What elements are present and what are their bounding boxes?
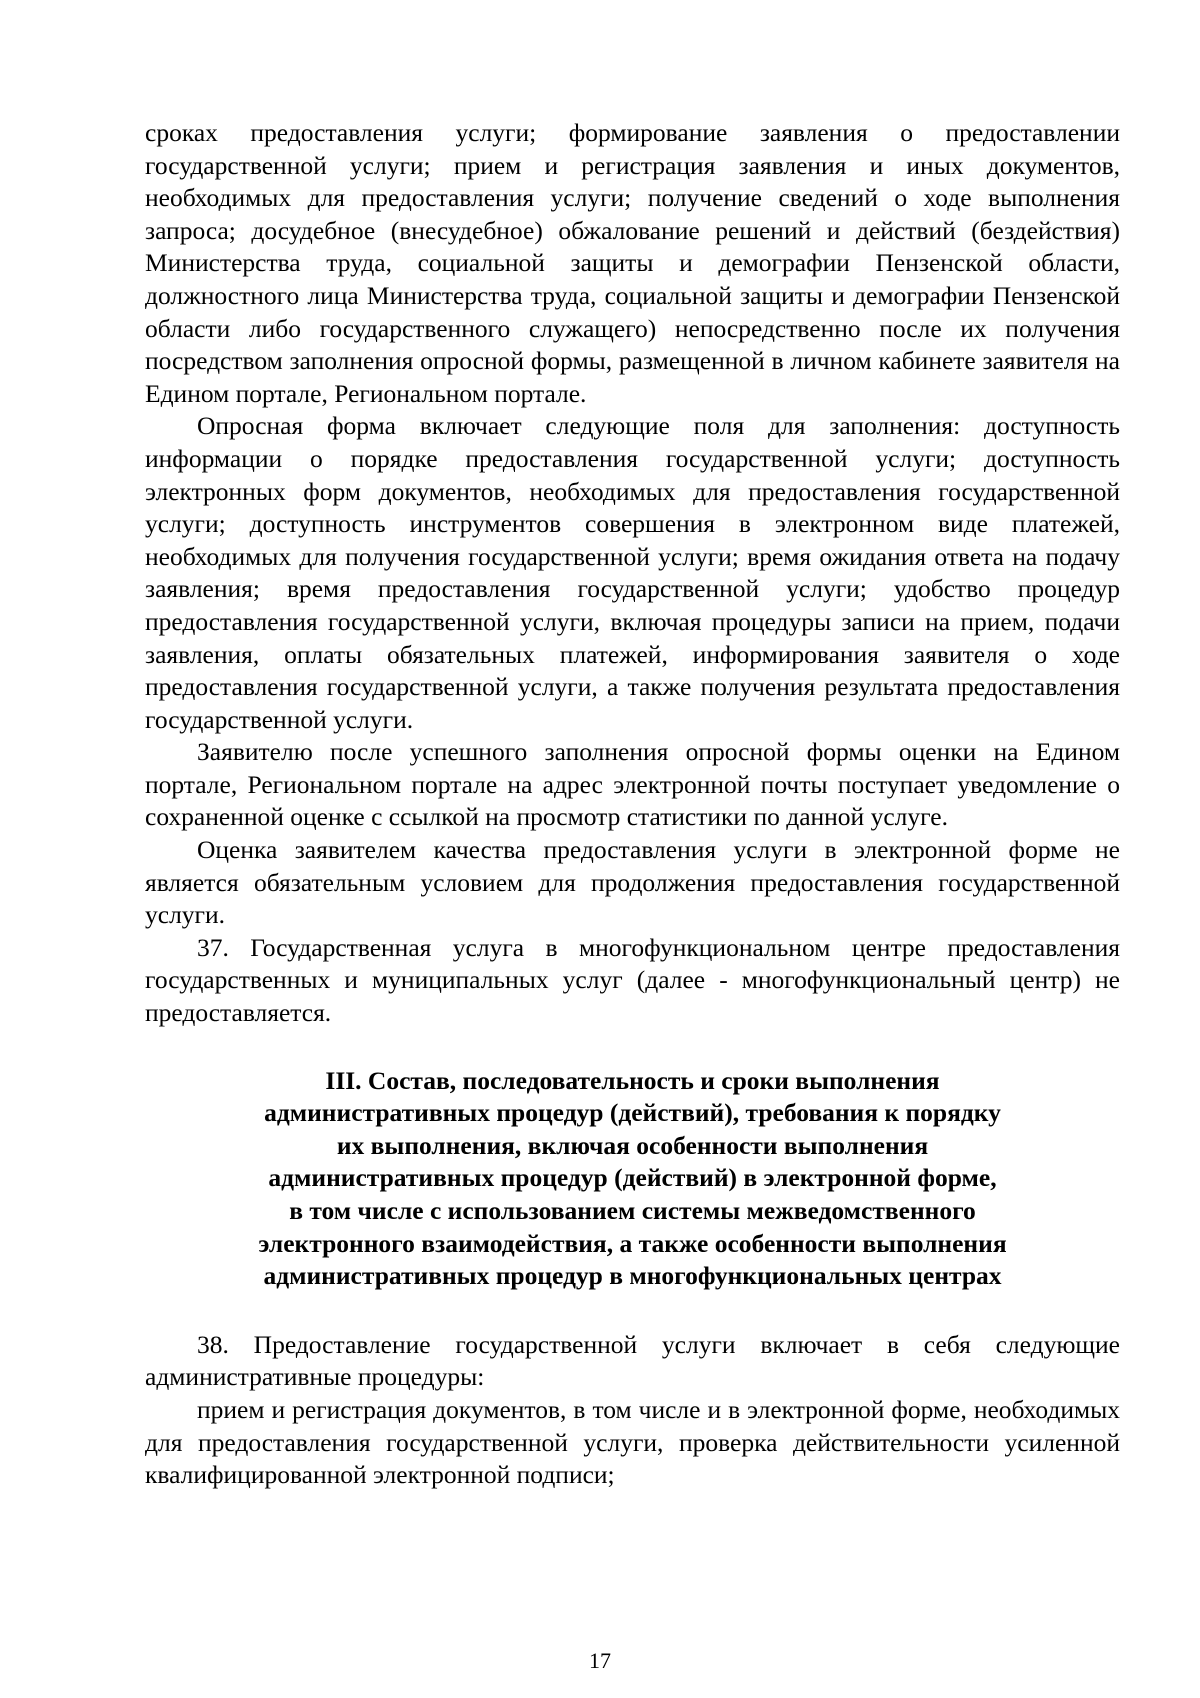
paragraph-item-37: 37. Государственная услуга в многофункциональном центре предоставления государственных и муниципальных услуг (далее - многофункциональный центр) не предоставляется.: [145, 932, 1120, 1028]
section-heading-line: их выполнения, включая особенности выполнения: [336, 1130, 929, 1160]
paragraph-procedure-reception: прием и регистрация документов, в том числе и в электронной форме, необходимых для предоставления государственной услуги, проверка действительности усиленной квалифицированной электронной подписи;: [145, 1394, 1120, 1490]
paragraph-notification-after-rating: Заявителю после успешного заполнения опросной формы оценки на Едином портале, Региональном портале на адрес электронной почты поступает уведомление о сохраненной оценке с ссылкой на просмотр статистики по данной услуге.: [145, 737, 1120, 832]
section-heading-line: III. Состав, последовательность и сроки выполнения: [325, 1065, 940, 1095]
page-number: 17: [589, 1648, 611, 1673]
paragraph-rating-not-mandatory: Оценка заявителем качества предоставления услуги в электронной форме не является обязательным условием для продолжения предоставления государственной услуги.: [145, 835, 1120, 930]
section-heading-line: административных процедур (действий) в электронной форме,: [268, 1163, 997, 1193]
section-heading-line: административных процедур в многофункциональных центрах: [263, 1261, 1002, 1291]
section-heading-line: электронного взаимодействия, а также особенности выполнения: [258, 1228, 1007, 1258]
document-page-body: [145, 117, 1120, 1492]
paragraph-item-38: 38. Предоставление государственной услуги включает в себя следующие административные процедуры:: [145, 1329, 1120, 1392]
paragraph-feedback-continuation: сроках предоставления услуги; формирование заявления о предоставлении государственной услуги; прием и регистрация заявления и иных документов, необходимых для предоставления услуги; получение сведений о ходе выполнения запроса; досудебное (внесудебное) обжалование решений и действий (бездействия) Министерства труда, социальной защиты и демографии Пензенской области, должностного лица Министерства труда, социальной защиты и демографии Пензенской области либо государственного служащего) непосредственно после их получения посредством заполнения опросной формы, размещенной в личном кабинете заявителя на Едином портале, Региональном портале.: [145, 118, 1120, 408]
section-heading-line: административных процедур (действий), требования к порядку: [264, 1098, 1001, 1128]
paragraph-survey-form-fields: Опросная форма включает следующие поля для заполнения: доступность информации о порядке предоставления государственной услуги; доступность электронных форм документов, необходимых для предоставления государственной услуги; доступность инструментов совершения в электронном виде платежей, необходимых для получения государственной услуги; время ожидания ответа на подачу заявления; время предоставления государственной услуги; удобство процедур предоставления государственной услуги, включая процедуры записи на прием, подачи заявления, оплаты обязательных платежей, информирования заявителя о ходе предоставления государственной услуги, а также получения результата предоставления государственной услуги.: [145, 411, 1120, 734]
section-heading-iii: [145, 1065, 1120, 1293]
section-heading-line: в том числе с использованием системы межведомственного: [289, 1196, 976, 1225]
